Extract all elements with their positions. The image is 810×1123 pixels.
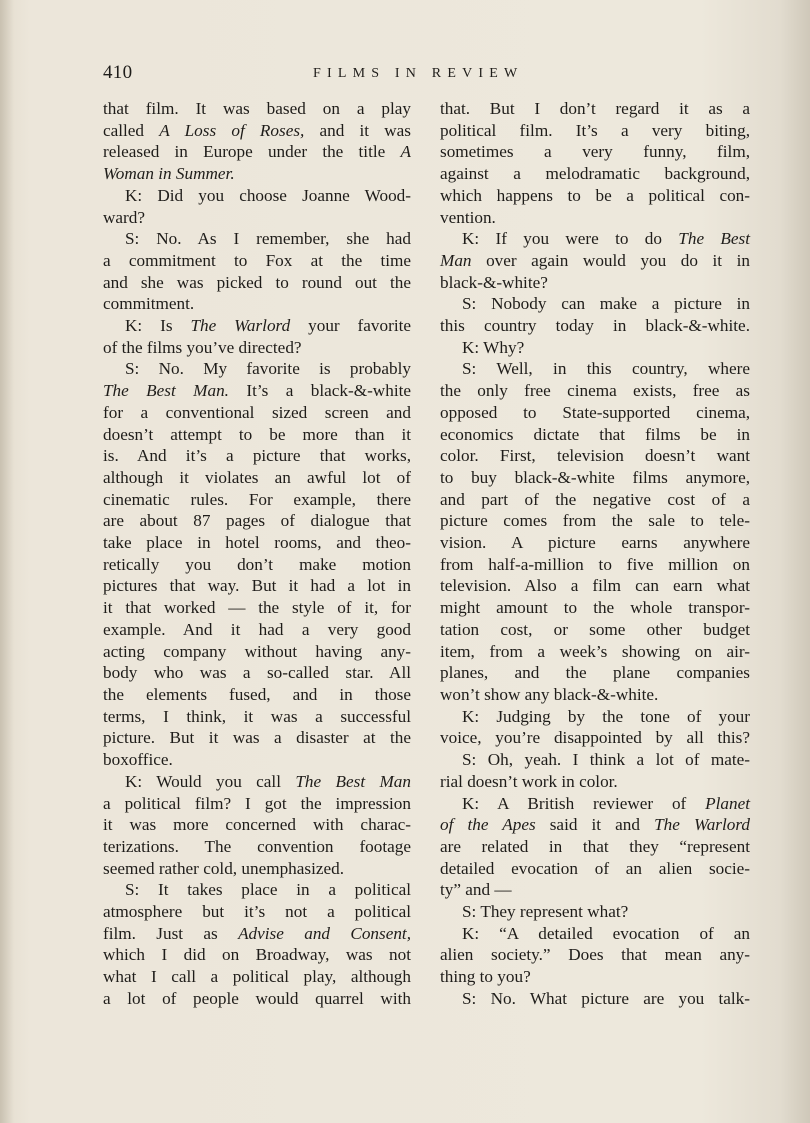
text-line: released in Europe under the title A	[103, 142, 411, 162]
text-line: and she was picked to round out the	[103, 272, 411, 292]
text-line: ward?	[103, 207, 145, 227]
left-column	[103, 98, 411, 1010]
text-line: and part of the negative cost of a	[440, 489, 750, 509]
text-line: terms, I think, it was a successful	[103, 706, 411, 726]
text-line: that. But I don’t regard it as a	[440, 99, 750, 118]
text-line: detailed evocation of an alien socie-	[440, 858, 750, 878]
text-line: what I call a political play, although	[103, 967, 411, 987]
text-line: a lot of people would quarrel with	[103, 988, 411, 1008]
text-line: S: It takes place in a political	[125, 880, 411, 900]
text-line: picture. But it was a disaster at the	[103, 728, 411, 748]
text-line: S: Nobody can make a picture in	[462, 294, 750, 314]
text-line: for a conventional sized screen and	[103, 402, 411, 422]
text-line: tation cost, or some other budget	[440, 619, 750, 639]
text-line: although it violates an awful lot of	[103, 467, 411, 487]
text-line: S: No. My favorite is probably	[125, 359, 411, 379]
page-number: 410	[103, 62, 133, 83]
text-line: Woman in Summer.	[103, 164, 235, 184]
text-line: television. Also a film can earn what	[440, 576, 750, 596]
text-line: color. First, television doesn’t want	[440, 446, 750, 466]
text-line: is. And it’s a picture that works,	[103, 446, 411, 466]
text-line: S: No. What picture are you talk-	[462, 988, 750, 1008]
text-line: the only free cinema exists, free as	[440, 381, 750, 401]
text-line: political film. It’s a very biting,	[440, 120, 750, 140]
text-line: boxoffice.	[103, 750, 173, 770]
text-line: Man over again would you do it in	[440, 250, 750, 270]
text-line: opposed to State-supported cinema,	[440, 402, 750, 422]
text-line: picture comes from the sale to tele-	[440, 511, 750, 531]
text-line: K: Did you choose Joanne Wood-	[125, 185, 411, 205]
text-line: vision. A picture earns anywhere	[440, 533, 750, 553]
text-line: K: If you were to do The Best	[462, 229, 750, 249]
text-line: retically you don’t make motion	[103, 554, 411, 574]
text-line: pictures that way. But it had a lot in	[103, 576, 411, 596]
text-line: cinematic rules. For example, there	[103, 489, 411, 509]
text-line: from half-a-million to five million on	[440, 554, 750, 574]
text-line: vention.	[440, 207, 496, 227]
text-line: this country today in black-&-white.	[440, 316, 750, 336]
text-line: rial doesn’t work in color.	[440, 771, 618, 791]
text-line: K: A British reviewer of Planet	[462, 793, 750, 813]
text-line: it was more concerned with charac-	[103, 815, 411, 835]
text-line: terizations. The convention footage	[103, 836, 411, 856]
text-line: it that worked — the style of it, for	[103, 598, 411, 618]
text-line: won’t show any black-&-white.	[440, 684, 659, 704]
text-line: commitment.	[103, 294, 195, 314]
gutter-shadow	[0, 0, 14, 1123]
text-line: take place in hotel rooms, and theo-	[103, 533, 411, 553]
text-line: black-&-white?	[440, 272, 548, 292]
text-line: acting company without having any-	[103, 641, 411, 661]
text-line: S: They represent what?	[462, 902, 629, 922]
text-line: atmosphere but it’s not a political	[103, 902, 411, 922]
text-line: film. Just as Advise and Consent,	[103, 923, 411, 943]
text-line: The Best Man. It’s a black-&-white	[103, 381, 411, 401]
text-line: K: Judging by the tone of your	[462, 706, 750, 726]
text-line: S: Oh, yeah. I think a lot of mate-	[462, 750, 750, 770]
text-line: voice, you’re disappointed by all this?	[440, 728, 750, 748]
text-line: S: No. As I remember, she had	[125, 229, 411, 249]
text-line: sometimes a very funny, film,	[440, 142, 750, 162]
text-line: are related in that they “represent	[440, 836, 750, 856]
text-line: which happens to be a political con-	[440, 185, 750, 205]
text-line: body who was a so-called star. All	[103, 663, 411, 683]
text-line: a political film? I got the impression	[103, 793, 411, 813]
text-line: are about 87 pages of dialogue that	[103, 511, 411, 531]
text-line: item, from a week’s showing on air-	[440, 641, 750, 661]
text-line: of the films you’ve directed?	[103, 337, 302, 357]
text-line: K: Is The Warlord your favorite	[125, 316, 411, 336]
text-line: might amount to the whole transpor-	[440, 598, 750, 618]
text-line: that film. It was based on a play	[103, 99, 411, 118]
text-line: S: Well, in this country, where	[462, 359, 750, 379]
page-header	[103, 62, 753, 88]
text-line: of the Apes said it and The Warlord	[440, 815, 750, 835]
text-line: economics dictate that films be in	[440, 424, 750, 444]
text-line: against a melodramatic background,	[440, 164, 750, 184]
right-column	[440, 98, 750, 1010]
text-line: thing to you?	[440, 967, 531, 987]
text-line: example. And it had a very good	[103, 619, 411, 639]
text-line: planes, and the plane companies	[440, 663, 750, 683]
text-line: called A Loss of Roses, and it was	[103, 120, 411, 140]
text-line: doesn’t attempt to be more than it	[103, 424, 411, 444]
running-title: FILMS IN REVIEW	[313, 66, 524, 81]
text-line: ty” and —	[440, 880, 512, 900]
text-line: the elements fused, and in those	[103, 684, 411, 704]
text-line: to buy black-&-white films anymore,	[440, 467, 750, 487]
text-line: K: Why?	[462, 337, 525, 357]
text-line: a commitment to Fox at the time	[103, 250, 411, 270]
text-line: K: Would you call The Best Man	[125, 771, 411, 791]
text-line: alien society.” Does that mean any-	[440, 945, 750, 965]
text-line: which I did on Broadway, was not	[103, 945, 411, 965]
text-line: K: “A detailed evocation of an	[462, 923, 750, 943]
text-line: seemed rather cold, unemphasized.	[103, 858, 345, 878]
